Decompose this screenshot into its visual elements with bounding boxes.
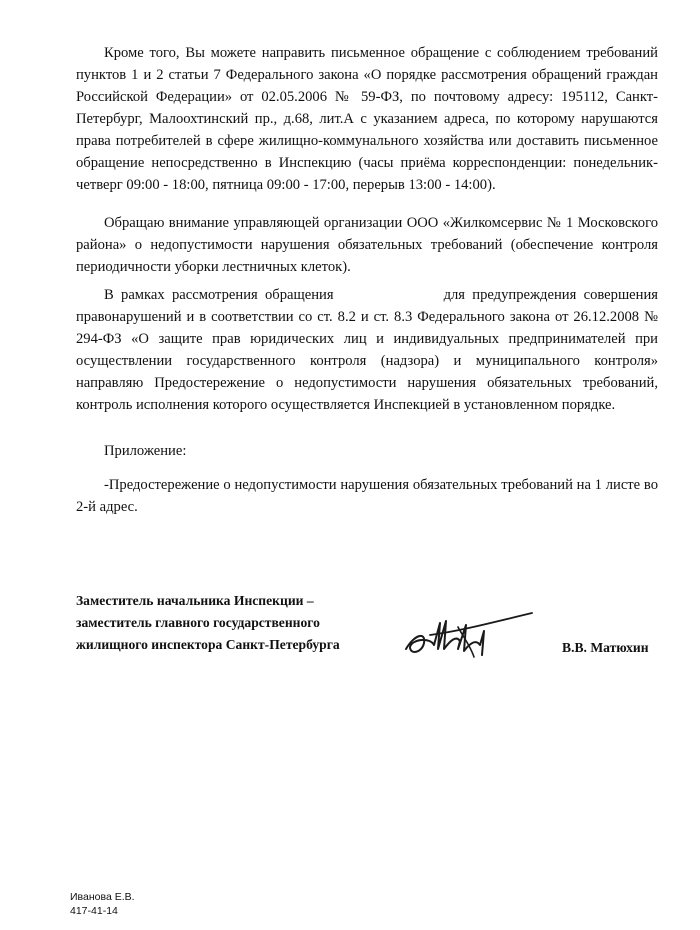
signatory-title (76, 590, 340, 656)
paragraph-notice-management-company: Обращаю внимание управляющей организации ООО «Жилкомсервис № 1 Московского района» о недопустимости нарушения обязательных требований (обеспечение контроля периодичности уборки лестничных клеток). (76, 215, 658, 275)
executor-phone: 417-41-14 (70, 905, 118, 917)
paragraph-warning (76, 284, 658, 416)
signatory-title-line: заместитель главного государственного (76, 615, 320, 630)
executor-name: Иванова Е.В. (70, 891, 135, 903)
paragraph-appeal-address: Кроме того, Вы можете направить письменное обращение с соблюдением требований пунктов 1 и 2 статьи 7 Федерального закона «О порядке рассмотрения обращений граждан Российской Федерации» от 02.05.2006 № 59-ФЗ, по почтовому адресу: 195112, Санкт-Петербург, Малоохтинский пр., д.68, лит.А с указанием адреса, по которому нарушаются права потребителей в сфере жилищно-коммунального хозяйства или доставить письменное обращение непосредственно в Инспекцию (часы приёма корреспонденции: понедельник-четверг 09:00 - 18:00, пятница 09:00 - 17:00, перерыв 13:00 - 14:00). (76, 45, 658, 193)
paragraph-warning-start: В рамках рассмотрения обращения (104, 287, 334, 303)
signatory-name: В.В. Матюхин (562, 640, 649, 655)
handwritten-signature (400, 605, 540, 665)
paragraph-warning-rest: для предупреждения совершения правонарушений и в соответствии со ст. 8.2 и ст. 8.3 Федерального закона от 26.12.2008 № 294-ФЗ «О защите прав юридических лиц и индивидуальных предпринимателей при осуществлении государственного контроля (надзора) и муниципального контроля» направляю Предостережение о недопустимости нарушения обязательных требований, контроль исполнения которого осуществляется Инспекцией в установленном порядке. (76, 287, 658, 413)
executor-block (70, 890, 135, 918)
attachment-item: -Предостережение о недопустимости нарушения обязательных требований на 1 листе во 2-й адрес. (76, 477, 658, 515)
signatory-title-line: жилищного инспектора Санкт-Петербурга (76, 637, 340, 652)
signatory-title-line: Заместитель начальника Инспекции – (76, 593, 314, 608)
attachment-label: Приложение: (104, 443, 187, 459)
